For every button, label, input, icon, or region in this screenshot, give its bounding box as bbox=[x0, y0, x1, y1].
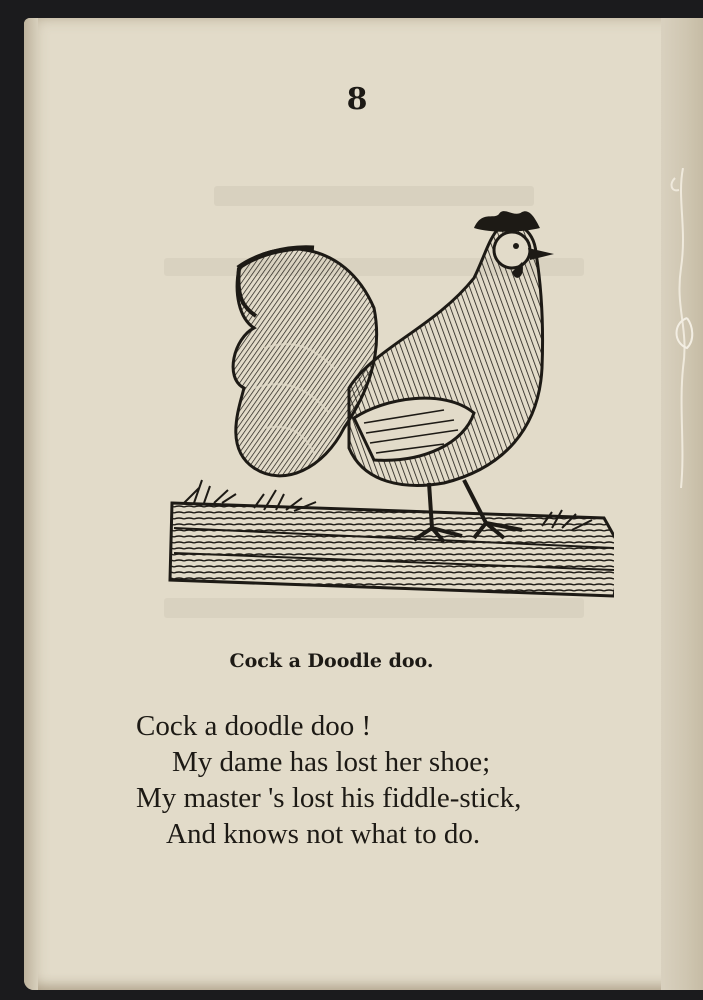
book-page bbox=[24, 18, 703, 990]
rooster-woodcut-illustration bbox=[144, 198, 614, 608]
page-number: 8 bbox=[346, 82, 369, 117]
illustration-caption: Cock a Doodle doo. bbox=[229, 650, 434, 672]
verse-line: My dame has lost her shoe; bbox=[172, 746, 491, 778]
verse-line: My master 's lost his fiddle-stick, bbox=[136, 782, 522, 814]
verse-line: Cock a doodle doo ! bbox=[136, 710, 372, 742]
verse-line: And knows not what to do. bbox=[166, 818, 481, 850]
binding-thread-icon bbox=[665, 168, 695, 488]
nursery-rhyme-verse bbox=[24, 708, 703, 852]
